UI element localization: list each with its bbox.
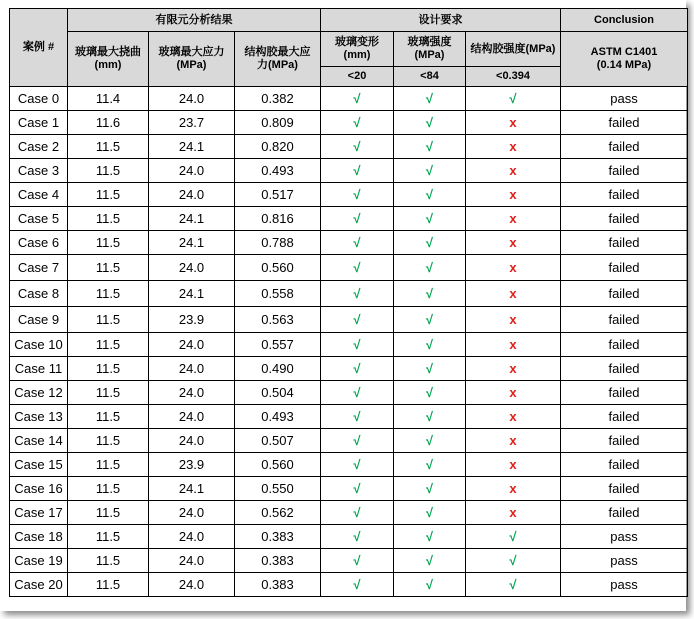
glass-stress-cell: 24.0: [149, 87, 235, 111]
glass-stress-cell: 24.0: [149, 255, 235, 281]
case-cell: Case 16: [10, 477, 68, 501]
glass-stress-cell: 24.0: [149, 405, 235, 429]
sealant-check: x: [466, 357, 561, 381]
deflection-cell: 11.5: [68, 207, 149, 231]
deflection-cell: 11.5: [68, 477, 149, 501]
deflection-cell: 11.5: [68, 549, 149, 573]
case-cell: Case 1: [10, 111, 68, 135]
deflection-cell: 11.5: [68, 405, 149, 429]
sealant-check: x: [466, 477, 561, 501]
deformation-check: √: [321, 453, 394, 477]
table-row: [10, 525, 688, 549]
sealant-check: x: [466, 281, 561, 307]
deflection-cell: 11.5: [68, 525, 149, 549]
glass-stress-cell: 24.0: [149, 501, 235, 525]
table-row: [10, 429, 688, 453]
glass-stress-cell: 24.0: [149, 525, 235, 549]
deflection-cell: 11.5: [68, 453, 149, 477]
sealant-check: x: [466, 453, 561, 477]
strength-check: √: [394, 135, 466, 159]
strength-check: √: [394, 357, 466, 381]
glass-strength-header: 玻璃强度 (MPa): [394, 32, 466, 67]
case-cell: Case 20: [10, 573, 68, 597]
conclusion-cell: pass: [561, 87, 688, 111]
strength-check: √: [394, 207, 466, 231]
sealant-check: x: [466, 429, 561, 453]
strength-check: √: [394, 405, 466, 429]
sealant-check: x: [466, 333, 561, 357]
case-cell: Case 11: [10, 357, 68, 381]
conclusion-cell: failed: [561, 357, 688, 381]
table-row: [10, 111, 688, 135]
deflection-cell: 11.6: [68, 111, 149, 135]
case-cell: Case 4: [10, 183, 68, 207]
strength-check: √: [394, 111, 466, 135]
case-cell: Case 6: [10, 231, 68, 255]
deformation-check: √: [321, 135, 394, 159]
strength-check: √: [394, 525, 466, 549]
strength-check: √: [394, 381, 466, 405]
deformation-check: √: [321, 525, 394, 549]
sealant-check: x: [466, 135, 561, 159]
sealant-stress-cell: 0.550: [235, 477, 321, 501]
case-cell: Case 13: [10, 405, 68, 429]
conclusion-cell: failed: [561, 135, 688, 159]
glass-stress-cell: 24.1: [149, 207, 235, 231]
conclusion-cell: failed: [561, 501, 688, 525]
deformation-check: √: [321, 573, 394, 597]
conclusion-cell: failed: [561, 429, 688, 453]
strength-check: √: [394, 477, 466, 501]
glass-stress-cell: 24.1: [149, 231, 235, 255]
strength-check: √: [394, 307, 466, 333]
glass-stress-cell: 24.1: [149, 281, 235, 307]
sealant-check: x: [466, 207, 561, 231]
deformation-check: √: [321, 87, 394, 111]
table-row: [10, 255, 688, 281]
case-cell: Case 7: [10, 255, 68, 281]
strength-check: √: [394, 281, 466, 307]
conclusion-cell: failed: [561, 159, 688, 183]
sealant-check: x: [466, 183, 561, 207]
sealant-stress-cell: 0.382: [235, 87, 321, 111]
deformation-check: √: [321, 549, 394, 573]
sealant-stress-cell: 0.558: [235, 281, 321, 307]
case-cell: Case 17: [10, 501, 68, 525]
deformation-limit: <20: [321, 67, 394, 87]
case-cell: Case 14: [10, 429, 68, 453]
astm-header: ASTM C1401 (0.14 MPa): [561, 32, 688, 87]
results-body: [10, 87, 688, 597]
case-cell: Case 8: [10, 281, 68, 307]
case-cell: Case 3: [10, 159, 68, 183]
table-row: [10, 381, 688, 405]
sealant-stress-cell: 0.820: [235, 135, 321, 159]
sealant-check: x: [466, 405, 561, 429]
conclusion-cell: pass: [561, 549, 688, 573]
conclusion-cell: failed: [561, 477, 688, 501]
case-cell: Case 12: [10, 381, 68, 405]
table-row: [10, 87, 688, 111]
glass-stress-cell: 23.9: [149, 307, 235, 333]
conclusion-cell: failed: [561, 183, 688, 207]
table-row: [10, 573, 688, 597]
case-cell: Case 5: [10, 207, 68, 231]
table-row: [10, 501, 688, 525]
deflection-cell: 11.5: [68, 357, 149, 381]
conclusion-group-header: Conclusion: [561, 9, 688, 32]
deflection-cell: 11.4: [68, 87, 149, 111]
conclusion-cell: failed: [561, 405, 688, 429]
sealant-stress-cell: 0.809: [235, 111, 321, 135]
conclusion-cell: failed: [561, 111, 688, 135]
glass-stress-cell: 24.1: [149, 135, 235, 159]
fea-group-header: 有限元分析结果: [68, 9, 321, 32]
table-row: [10, 207, 688, 231]
table-row: [10, 183, 688, 207]
sealant-check: √: [466, 573, 561, 597]
glass-stress-cell: 24.0: [149, 381, 235, 405]
deflection-cell: 11.5: [68, 281, 149, 307]
sealant-check: x: [466, 159, 561, 183]
deflection-cell: 11.5: [68, 307, 149, 333]
table-row: [10, 231, 688, 255]
sealant-check: x: [466, 307, 561, 333]
sealant-stress-cell: 0.507: [235, 429, 321, 453]
conclusion-cell: pass: [561, 525, 688, 549]
deflection-cell: 11.5: [68, 501, 149, 525]
deflection-cell: 11.5: [68, 333, 149, 357]
deflection-cell: 11.5: [68, 159, 149, 183]
sealant-limit: <0.394: [466, 67, 561, 87]
sealant-stress-cell: 0.788: [235, 231, 321, 255]
strength-check: √: [394, 183, 466, 207]
table-row: [10, 159, 688, 183]
sealant-stress-cell: 0.383: [235, 525, 321, 549]
deformation-check: √: [321, 429, 394, 453]
strength-check: √: [394, 549, 466, 573]
glass-stress-cell: 24.1: [149, 477, 235, 501]
case-cell: Case 18: [10, 525, 68, 549]
deformation-check: √: [321, 477, 394, 501]
glass-stress-cell: 24.0: [149, 159, 235, 183]
sealant-stress-cell: 0.493: [235, 405, 321, 429]
case-cell: Case 19: [10, 549, 68, 573]
conclusion-cell: failed: [561, 381, 688, 405]
strength-check: √: [394, 573, 466, 597]
sealant-stress-cell: 0.383: [235, 573, 321, 597]
deformation-check: √: [321, 381, 394, 405]
case-cell: Case 9: [10, 307, 68, 333]
sealant-check: x: [466, 255, 561, 281]
table-row: [10, 357, 688, 381]
table-row: [10, 135, 688, 159]
sealant-stress-cell: 0.560: [235, 255, 321, 281]
conclusion-cell: failed: [561, 333, 688, 357]
conclusion-cell: failed: [561, 281, 688, 307]
strength-check: √: [394, 429, 466, 453]
deformation-check: √: [321, 357, 394, 381]
deformation-check: √: [321, 405, 394, 429]
sealant-stress-cell: 0.517: [235, 183, 321, 207]
strength-check: √: [394, 501, 466, 525]
deflection-cell: 11.5: [68, 135, 149, 159]
strength-check: √: [394, 255, 466, 281]
sealant-check: x: [466, 111, 561, 135]
deflection-cell: 11.5: [68, 183, 149, 207]
deflection-cell: 11.5: [68, 429, 149, 453]
sealant-stress-cell: 0.562: [235, 501, 321, 525]
deflection-cell: 11.5: [68, 573, 149, 597]
sealant-stress-cell: 0.563: [235, 307, 321, 333]
sealant-check: x: [466, 381, 561, 405]
deformation-check: √: [321, 333, 394, 357]
requirements-group-header: 设计要求: [321, 9, 561, 32]
case-header: 案例 #: [10, 9, 68, 87]
sealant-stress-cell: 0.504: [235, 381, 321, 405]
glass-stress-cell: 23.7: [149, 111, 235, 135]
conclusion-cell: pass: [561, 573, 688, 597]
strength-check: √: [394, 453, 466, 477]
deflection-header: 玻璃最大挠曲 (mm): [68, 32, 149, 87]
glass-stress-cell: 24.0: [149, 549, 235, 573]
case-cell: Case 0: [10, 87, 68, 111]
sealant-stress-cell: 0.493: [235, 159, 321, 183]
strength-check: √: [394, 159, 466, 183]
deflection-cell: 11.5: [68, 255, 149, 281]
sealant-check: x: [466, 501, 561, 525]
glass-stress-cell: 24.0: [149, 333, 235, 357]
sealant-check: √: [466, 87, 561, 111]
glass-stress-cell: 24.0: [149, 429, 235, 453]
deformation-check: √: [321, 231, 394, 255]
glass-stress-cell: 24.0: [149, 357, 235, 381]
conclusion-cell: failed: [561, 255, 688, 281]
results-table: [9, 8, 688, 597]
conclusion-cell: failed: [561, 207, 688, 231]
sealant-stress-cell: 0.560: [235, 453, 321, 477]
table-row: [10, 477, 688, 501]
sealant-stress-cell: 0.816: [235, 207, 321, 231]
deflection-cell: 11.5: [68, 231, 149, 255]
conclusion-cell: failed: [561, 307, 688, 333]
sealant-check: x: [466, 231, 561, 255]
deformation-check: √: [321, 501, 394, 525]
deformation-check: √: [321, 159, 394, 183]
table-row: [10, 333, 688, 357]
deflection-cell: 11.5: [68, 381, 149, 405]
deformation-check: √: [321, 183, 394, 207]
sealant-stress-cell: 0.490: [235, 357, 321, 381]
glass-stress-cell: 24.0: [149, 573, 235, 597]
sealant-stress-header: 结构胶最大应 力(MPa): [235, 32, 321, 87]
deformation-check: √: [321, 255, 394, 281]
case-cell: Case 2: [10, 135, 68, 159]
glass-stress-cell: 23.9: [149, 453, 235, 477]
strength-limit: <84: [394, 67, 466, 87]
strength-check: √: [394, 333, 466, 357]
strength-check: √: [394, 87, 466, 111]
deformation-check: √: [321, 307, 394, 333]
table-row: [10, 281, 688, 307]
strength-check: √: [394, 231, 466, 255]
sealant-check: √: [466, 549, 561, 573]
sealant-strength-header: 结构胶强度(MPa): [466, 32, 561, 67]
case-cell: Case 10: [10, 333, 68, 357]
glass-stress-header: 玻璃最大应力 (MPa): [149, 32, 235, 87]
glass-deformation-header: 玻璃变形 (mm): [321, 32, 394, 67]
table-row: [10, 453, 688, 477]
table-row: [10, 405, 688, 429]
sealant-check: √: [466, 525, 561, 549]
conclusion-cell: failed: [561, 453, 688, 477]
deformation-check: √: [321, 207, 394, 231]
table-row: [10, 307, 688, 333]
sealant-stress-cell: 0.383: [235, 549, 321, 573]
deformation-check: √: [321, 281, 394, 307]
table-row: [10, 549, 688, 573]
case-cell: Case 15: [10, 453, 68, 477]
deformation-check: √: [321, 111, 394, 135]
sealant-stress-cell: 0.557: [235, 333, 321, 357]
glass-stress-cell: 24.0: [149, 183, 235, 207]
conclusion-cell: failed: [561, 231, 688, 255]
